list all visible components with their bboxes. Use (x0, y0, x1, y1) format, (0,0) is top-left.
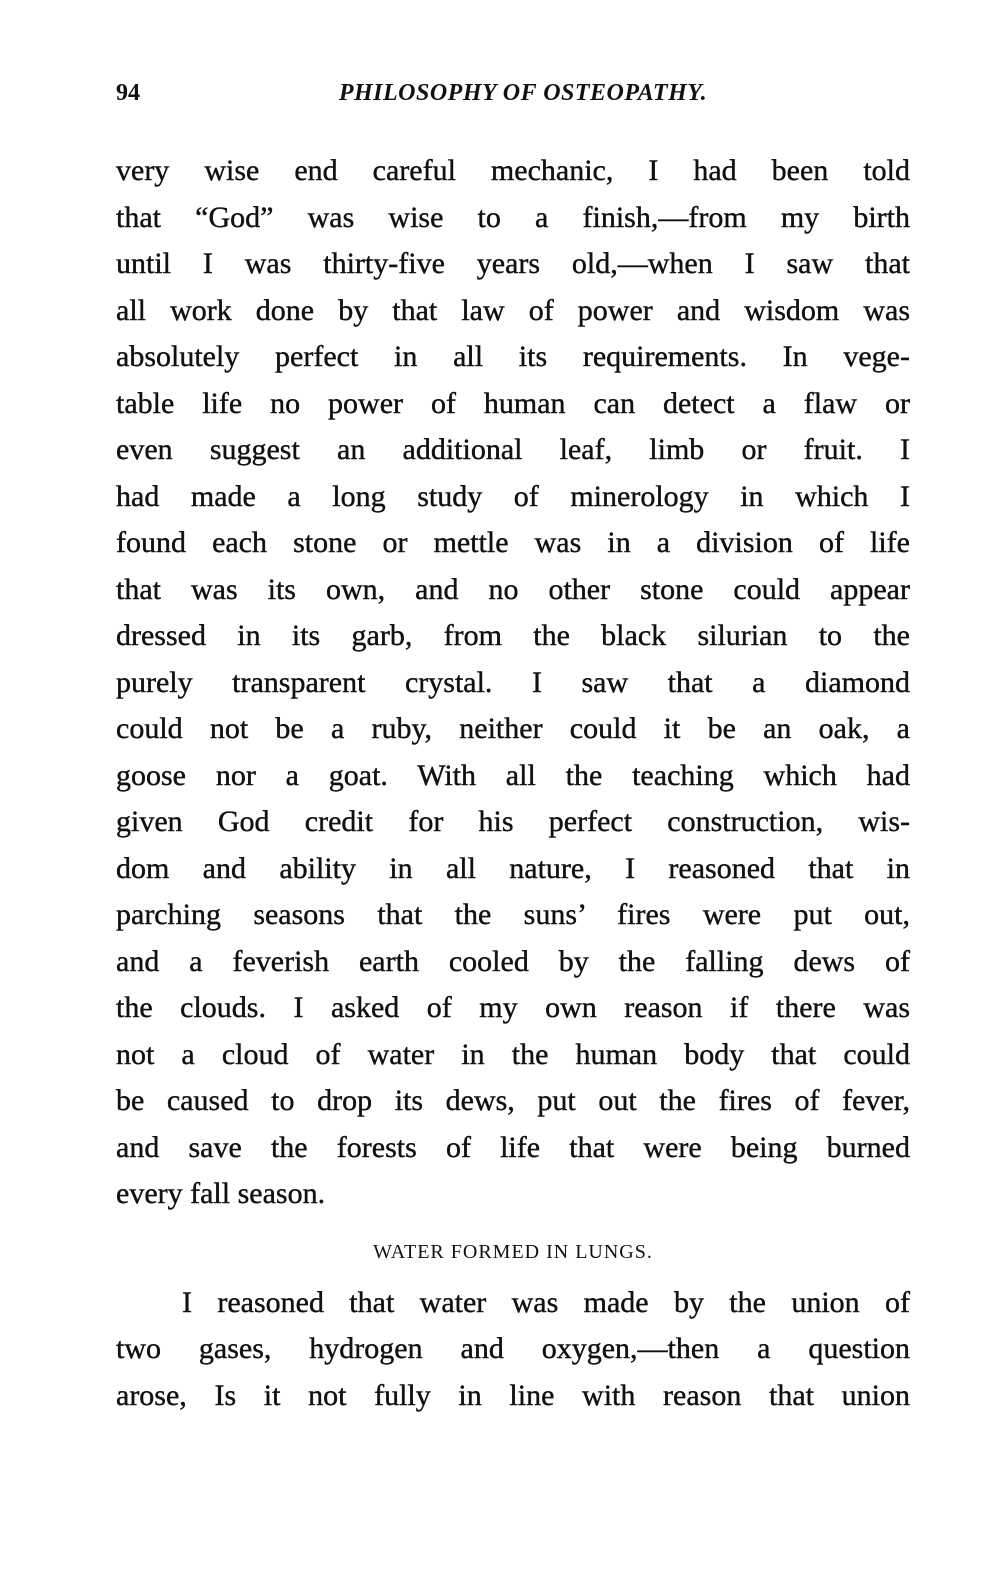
text-line: had made a long study of minerology in which I (116, 479, 910, 513)
text-line: even suggest an additional leaf, limb or fruit. I (116, 433, 910, 466)
text-line: that “God” was wise to a finish,—from my birth (116, 200, 910, 234)
page-number: 94 (116, 80, 140, 106)
text-line: given God credit for his perfect construction, wis- (116, 805, 910, 838)
text-line: dom and ability in all nature, I reasoned that in (116, 851, 910, 885)
text-line: not a cloud of water in the human body that could (116, 1037, 910, 1071)
text-line: parching seasons that the suns’ fires were put out, (116, 898, 910, 931)
text-line: goose nor a goat. With all the teaching which had (116, 758, 910, 792)
text-line: every fall season. (116, 1177, 326, 1210)
text-line: absolutely perfect in all its requirements. In vege- (116, 340, 910, 373)
text-line: and save the forests of life that were being burned (116, 1130, 910, 1164)
text-line: that was its own, and no other stone could appear (116, 572, 910, 606)
text-line: dressed in its garb, from the black silurian to the (116, 619, 910, 652)
page-header (116, 80, 910, 116)
text-line: two gases, hydrogen and oxygen,—then a question (116, 1332, 910, 1365)
section-heading: WATER FORMED IN LUNGS. (373, 1240, 653, 1263)
text-line: very wise end careful mechanic, I had been told (116, 154, 910, 187)
text-line: the clouds. I asked of my own reason if there was (116, 991, 910, 1024)
text-line: arose, Is it not fully in line with reason that union (116, 1378, 910, 1412)
running-title: PHILOSOPHY OF OSTEOPATHY. (338, 80, 708, 106)
paragraph-1 (116, 148, 910, 1218)
text-line: and a feverish earth cooled by the falling dews of (116, 944, 910, 978)
paragraph-2 (116, 1280, 910, 1420)
text-line: until I was thirty-five years old,—when I saw that (116, 247, 910, 280)
text-line: purely transparent crystal. I saw that a diamond (116, 665, 910, 699)
text-line: table life no power of human can detect a flaw or (116, 386, 910, 420)
text-line: found each stone or mettle was in a division of life (116, 526, 910, 559)
page-body (116, 148, 910, 1419)
text-line: be caused to drop its dews, put out the fires of fever, (116, 1084, 910, 1117)
text-line: could not be a ruby, neither could it be an oak, a (116, 712, 910, 745)
text-line: I reasoned that water was made by the union of (182, 1285, 910, 1319)
text-line: all work done by that law of power and wisdom was (116, 293, 910, 327)
